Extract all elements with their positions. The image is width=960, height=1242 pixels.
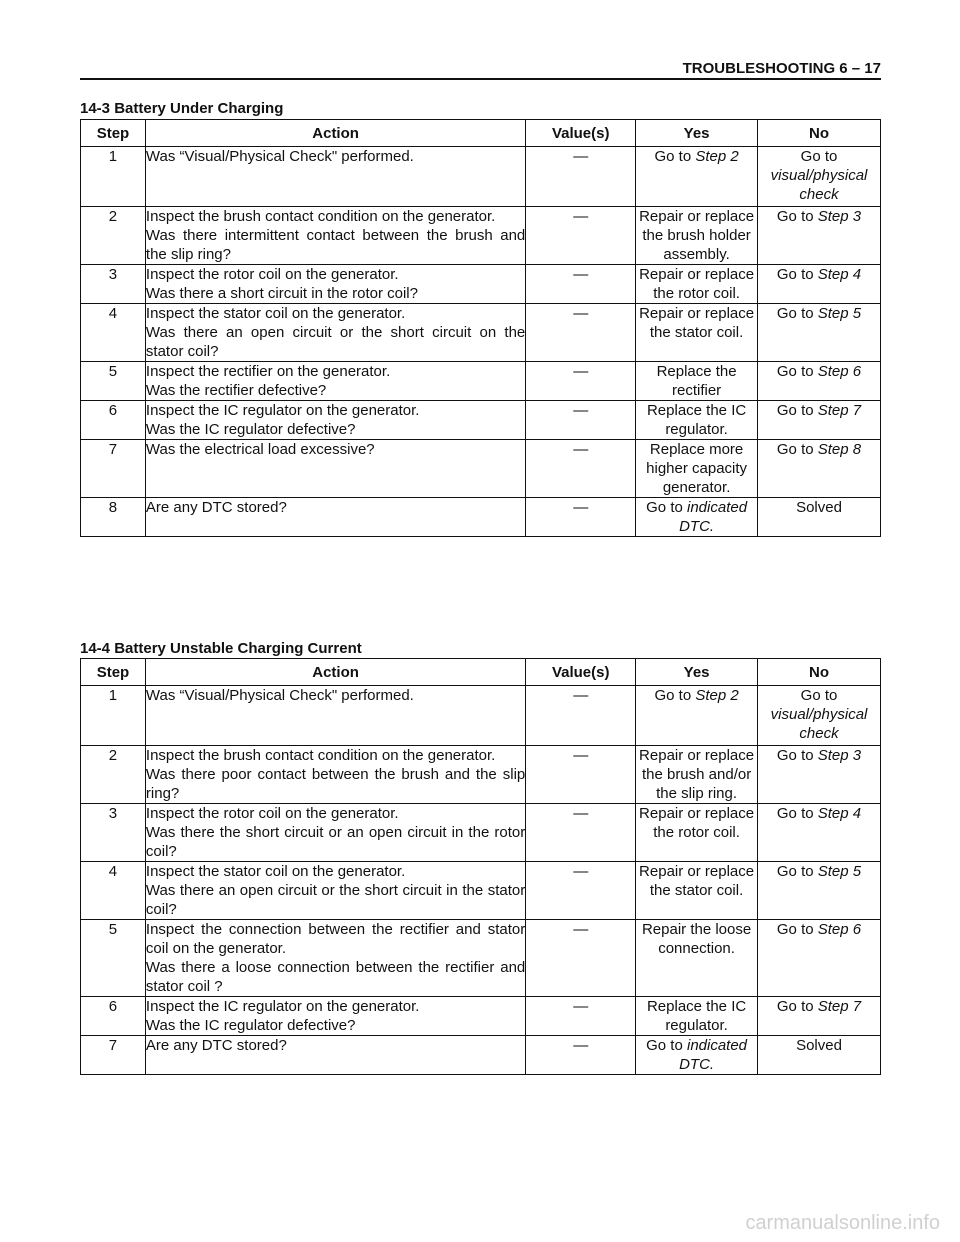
- action-text: Was there a loose connection between the rectifier and stator coil ?: [145, 959, 526, 995]
- no-cell: [758, 362, 881, 401]
- no-cell: [758, 686, 881, 746]
- watermark: carmanualsonline.info: [745, 1212, 940, 1234]
- cell-text: Go to: [776, 363, 818, 380]
- action-text: Was there poor contact between the brush and the slip ring?: [145, 766, 526, 802]
- step-number: 6: [81, 401, 146, 440]
- value-cell: —: [526, 862, 636, 920]
- step-number: 7: [81, 1036, 146, 1075]
- cell-link-text: Step 5: [817, 305, 862, 322]
- yes-cell: [636, 1036, 758, 1075]
- action-cell: [145, 362, 525, 401]
- table-body: [81, 686, 881, 1075]
- section-title: 14-4 Battery Unstable Charging Current: [80, 640, 362, 657]
- action-cell: [145, 401, 525, 440]
- column-header-no: No: [758, 120, 881, 147]
- cell-text: Solved: [796, 1037, 842, 1054]
- action-text: Was there the short circuit or an open circuit in the rotor coil?: [145, 824, 526, 860]
- value-cell: —: [526, 1036, 636, 1075]
- action-cell: [145, 498, 525, 537]
- yes-cell: [636, 147, 758, 207]
- yes-cell: [636, 265, 758, 304]
- table-row: [81, 746, 881, 804]
- cell-text: Go to: [776, 998, 818, 1015]
- action-text: Inspect the rectifier on the generator.: [145, 363, 391, 380]
- step-number: 5: [81, 920, 146, 997]
- yes-cell: [636, 862, 758, 920]
- cell-text: Replace the rectifier: [656, 363, 737, 399]
- action-cell: [145, 147, 525, 207]
- action-text: Inspect the IC regulator on the generator.: [145, 998, 420, 1015]
- action-text: Was “Visual/Physical Check" performed.: [145, 148, 414, 165]
- cell-text: Repair or replace the brush and/or the slip ring.: [639, 747, 755, 802]
- step-number: 2: [81, 207, 146, 265]
- column-header-no: No: [758, 659, 881, 686]
- cell-link-text: Step 7: [817, 402, 862, 419]
- column-header-action: Action: [145, 659, 525, 686]
- column-header-yes: Yes: [636, 120, 758, 147]
- action-text: Are any DTC stored?: [145, 499, 287, 516]
- action-text: Was there an open circuit or the short circuit on the stator coil?: [145, 324, 526, 360]
- cell-link-text: indicated DTC.: [679, 1037, 748, 1073]
- step-number: 4: [81, 862, 146, 920]
- no-cell: [758, 265, 881, 304]
- table-header-row: [81, 659, 881, 686]
- no-cell: [758, 997, 881, 1036]
- value-cell: —: [526, 920, 636, 997]
- cell-text: Go to: [800, 148, 838, 165]
- table-row: [81, 304, 881, 362]
- yes-cell: [636, 997, 758, 1036]
- cell-link-text: Step 3: [817, 747, 862, 764]
- action-text: Inspect the IC regulator on the generator.: [145, 402, 420, 419]
- action-cell: [145, 804, 525, 862]
- action-text: Was the rectifier defective?: [145, 382, 327, 399]
- no-cell: [758, 498, 881, 537]
- value-cell: —: [526, 686, 636, 746]
- cell-text: Repair or replace the stator coil.: [639, 305, 755, 341]
- column-header-action: Action: [145, 120, 525, 147]
- table-body: [81, 147, 881, 537]
- cell-text: Repair the loose connection.: [641, 921, 752, 957]
- action-text: Are any DTC stored?: [145, 1037, 287, 1054]
- no-cell: [758, 304, 881, 362]
- value-cell: —: [526, 804, 636, 862]
- step-number: 1: [81, 686, 146, 746]
- table-row: [81, 401, 881, 440]
- step-number: 2: [81, 746, 146, 804]
- table-row: [81, 804, 881, 862]
- cell-text: Repair or replace the rotor coil.: [639, 805, 755, 841]
- no-cell: [758, 440, 881, 498]
- action-text: Was the IC regulator defective?: [145, 421, 356, 438]
- cell-link-text: Step 2: [695, 687, 739, 704]
- action-cell: [145, 686, 525, 746]
- yes-cell: [636, 362, 758, 401]
- action-cell: [145, 1036, 525, 1075]
- value-cell: —: [526, 265, 636, 304]
- step-number: 6: [81, 997, 146, 1036]
- cell-text: Repair or replace the stator coil.: [639, 863, 755, 899]
- cell-text: Go to: [776, 208, 818, 225]
- cell-link-text: indicated DTC.: [679, 499, 748, 535]
- action-cell: [145, 920, 525, 997]
- value-cell: —: [526, 401, 636, 440]
- cell-text: Repair or replace the rotor coil.: [639, 266, 755, 302]
- step-number: 4: [81, 304, 146, 362]
- cell-text: Go to: [646, 1037, 687, 1054]
- table-row: [81, 1036, 881, 1075]
- table-row: [81, 920, 881, 997]
- cell-link-text: Step 6: [817, 921, 862, 938]
- action-text: Was there an open circuit or the short circuit in the stator coil?: [145, 882, 526, 918]
- cell-text: Go to: [654, 687, 696, 704]
- step-number: 5: [81, 362, 146, 401]
- action-text: Inspect the rotor coil on the generator.: [145, 805, 399, 822]
- action-cell: [145, 997, 525, 1036]
- cell-link-text: Step 4: [817, 266, 862, 283]
- yes-cell: [636, 498, 758, 537]
- no-cell: [758, 401, 881, 440]
- cell-text: Replace more higher capacity generator.: [646, 441, 748, 496]
- troubleshooting-table: [80, 119, 881, 537]
- step-number: 1: [81, 147, 146, 207]
- action-text: Inspect the brush contact condition on the generator.: [145, 208, 496, 225]
- page-header: [80, 56, 881, 80]
- value-cell: —: [526, 997, 636, 1036]
- table-row: [81, 362, 881, 401]
- yes-cell: [636, 804, 758, 862]
- action-cell: [145, 265, 525, 304]
- value-cell: —: [526, 498, 636, 537]
- cell-text: Solved: [796, 499, 842, 516]
- value-cell: —: [526, 304, 636, 362]
- action-cell: [145, 440, 525, 498]
- column-header-step: Step: [81, 659, 146, 686]
- step-number: 8: [81, 498, 146, 537]
- table-row: [81, 207, 881, 265]
- step-number: 3: [81, 804, 146, 862]
- cell-link-text: Step 8: [817, 441, 862, 458]
- action-cell: [145, 304, 525, 362]
- table-row: [81, 686, 881, 746]
- yes-cell: [636, 686, 758, 746]
- action-text: Inspect the brush contact condition on the generator.: [145, 747, 496, 764]
- cell-link-text: Step 3: [817, 208, 862, 225]
- action-text: Was there a short circuit in the rotor coil?: [145, 285, 418, 302]
- cell-link-text: visual/physical check: [770, 706, 868, 742]
- action-text: Was the electrical load excessive?: [145, 441, 375, 458]
- cell-link-text: Step 2: [695, 148, 739, 165]
- yes-cell: [636, 920, 758, 997]
- value-cell: —: [526, 440, 636, 498]
- cell-text: Go to: [776, 921, 818, 938]
- cell-text: Go to: [776, 805, 818, 822]
- table-header-row: [81, 120, 881, 147]
- no-cell: [758, 920, 881, 997]
- table-row: [81, 997, 881, 1036]
- cell-text: Go to: [654, 148, 696, 165]
- cell-text: Go to: [776, 441, 818, 458]
- step-number: 3: [81, 265, 146, 304]
- action-text: Was the IC regulator defective?: [145, 1017, 356, 1034]
- action-text: Was there intermittent contact between the brush and the slip ring?: [145, 227, 526, 263]
- cell-link-text: Step 4: [817, 805, 862, 822]
- value-cell: —: [526, 362, 636, 401]
- action-text: Inspect the stator coil on the generator.: [145, 305, 406, 322]
- no-cell: [758, 207, 881, 265]
- no-cell: [758, 1036, 881, 1075]
- column-header-step: Step: [81, 120, 146, 147]
- section-title: 14-3 Battery Under Charging: [80, 100, 284, 117]
- action-text: Inspect the stator coil on the generator.: [145, 863, 406, 880]
- table-row: [81, 498, 881, 537]
- action-cell: [145, 207, 525, 265]
- cell-text: Repair or replace the brush holder assembly.: [639, 208, 755, 263]
- cell-text: Replace the IC regulator.: [646, 402, 747, 438]
- value-cell: —: [526, 207, 636, 265]
- step-number: 7: [81, 440, 146, 498]
- cell-text: Go to: [776, 747, 818, 764]
- table-row: [81, 147, 881, 207]
- cell-text: Go to: [646, 499, 687, 516]
- column-header-value: Value(s): [526, 659, 636, 686]
- cell-text: Go to: [776, 305, 818, 322]
- table-row: [81, 440, 881, 498]
- yes-cell: [636, 746, 758, 804]
- column-header-yes: Yes: [636, 659, 758, 686]
- action-text: Was “Visual/Physical Check" performed.: [145, 687, 414, 704]
- no-cell: [758, 804, 881, 862]
- no-cell: [758, 862, 881, 920]
- action-cell: [145, 862, 525, 920]
- troubleshooting-table: [80, 658, 881, 1075]
- action-text: Inspect the rotor coil on the generator.: [145, 266, 399, 283]
- value-cell: —: [526, 147, 636, 207]
- yes-cell: [636, 440, 758, 498]
- cell-text: Go to: [800, 687, 838, 704]
- header-divider: [80, 78, 881, 80]
- yes-cell: [636, 401, 758, 440]
- cell-text: Replace the IC regulator.: [646, 998, 747, 1034]
- cell-text: Go to: [776, 402, 818, 419]
- no-cell: [758, 746, 881, 804]
- cell-link-text: Step 5: [817, 863, 862, 880]
- value-cell: —: [526, 746, 636, 804]
- yes-cell: [636, 207, 758, 265]
- cell-text: Go to: [776, 266, 818, 283]
- cell-text: Go to: [776, 863, 818, 880]
- table-row: [81, 265, 881, 304]
- cell-link-text: visual/physical check: [770, 167, 868, 203]
- cell-link-text: Step 7: [817, 998, 862, 1015]
- table-row: [81, 862, 881, 920]
- page-title: TROUBLESHOOTING 6 – 17: [682, 60, 881, 77]
- action-text: Inspect the connection between the rectifier and stator coil on the generator.: [145, 921, 526, 957]
- action-cell: [145, 746, 525, 804]
- yes-cell: [636, 304, 758, 362]
- column-header-value: Value(s): [526, 120, 636, 147]
- no-cell: [758, 147, 881, 207]
- cell-link-text: Step 6: [817, 363, 862, 380]
